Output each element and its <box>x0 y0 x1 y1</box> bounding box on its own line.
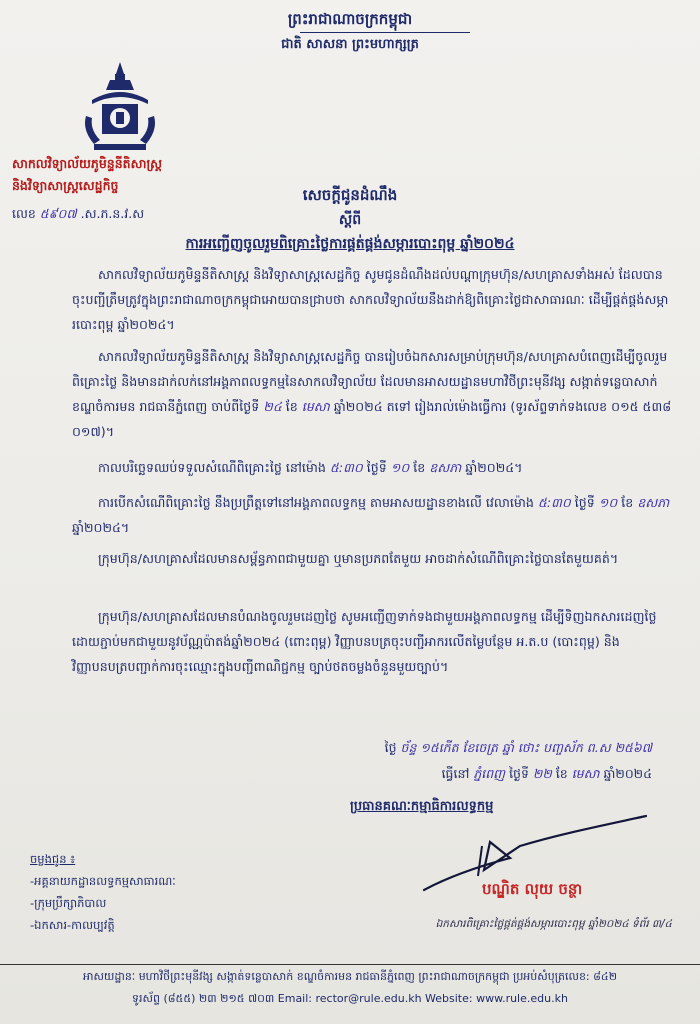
start-day: ២៤ <box>263 399 282 414</box>
footer-address: អាសយដ្ឋានៈ មហាវិថីព្រះមុនីវង្ស សង្កាត់ទន្លេបាសាក់ ខណ្ឌចំការមន រាជធានីភ្នំពេញ ព្រះរាជាណាចក្រកម្ពុជា ប្រអប់សំបុត្រលេខ: ៨៤២ <box>82 970 618 983</box>
opening-month-label: ខែ <box>621 495 634 510</box>
solar-day-label: ថ្ងៃទី <box>509 766 529 781</box>
university-name-line2: និងវិទ្យាសាស្ត្រសេដ្ឋកិច្ច <box>12 178 119 193</box>
paragraph-3 <box>72 455 672 480</box>
cc-item: -ឯកសារ-កាលប្បវត្តិ <box>30 918 115 932</box>
lunar-date-value: ច័ន្ទ ១៥កើត ខែចេត្រ ឆ្នាំ ថោះ បញ្ចស័ក ព.ស ២៥៦៧ <box>400 740 652 755</box>
deadline-month-label: ខែ <box>413 460 426 475</box>
footer-divider <box>0 964 700 965</box>
paragraph-1: សាកលវិទ្យាល័យភូមិន្ទនីតិសាស្ត្រ និងវិទ្យាសាស្ត្រសេដ្ឋកិច្ច សូមជូនដំណឹងដល់បណ្តាក្រុមហ៊ុន/សហគ្រាសទាំងអស់ ដែលបានចុះបញ្ជីត្រឹមត្រូវក្នុងព្រះរាជាណាចក្រកម្ពុជាអោយបានជ្រាបថា សាកលវិទ្យាល័យនឹងដាក់ឱ្យពិគ្រោះថ្លៃជាសាធារណៈ ដើម្បីផ្គត់ផ្គង់សម្ភារបោះពុម្ព ឆ្នាំ២០២៤។ <box>72 267 669 332</box>
paragraph-2-end: ឆ្នាំ២០២៤ តទៅ រៀងរាល់ម៉ោងធ្វើការ (ទូរស័ព្ទទាក់ទងលេខ ០១៥ ៥៣៨ ០១៧)។ <box>72 399 672 439</box>
deadline-month: ឧសភា <box>429 460 462 475</box>
opening-time: ៥:៣០ <box>537 495 571 510</box>
paragraph-5: ក្រុមហ៊ុន/សហគ្រាសដែលមានសម្ព័ន្ធភាពជាមួយគ្នា ឬមានប្រភពតែមួយ អាចដាក់សំណើពិគ្រោះថ្លៃបានតែមួយគត់។ <box>98 551 619 566</box>
notice-subject: ការអញ្ជើញចូលរួមពិគ្រោះថ្លៃការផ្គត់ផ្គង់សម្ភារបោះពុម្ព ឆ្នាំ២០២៤ <box>185 236 515 252</box>
paragraph-4 <box>72 490 672 540</box>
made-at-label: ធ្វើនៅ <box>441 766 470 781</box>
deadline-day: ១០ <box>390 460 410 475</box>
header-divider <box>300 32 470 33</box>
footer-contact: ទូរស័ព្ទ (៨៥៥) ២៣ ២១៥ ៧០៣ Email: rector@rule.edu.kh Website: www.rule.edu.kh <box>132 992 568 1005</box>
signer-name: បណ្ឌិត លុយ ចន្ថា <box>482 880 583 898</box>
solar-month: មេសា <box>571 766 600 781</box>
opening-day-label: ថ្ងៃទី <box>574 495 595 510</box>
start-month: មេសា <box>301 399 330 414</box>
made-at-place: ភ្នំពេញ <box>473 766 506 781</box>
solar-year: ឆ្នាំ២០២៤ <box>603 766 652 781</box>
opening-day: ១០ <box>598 495 618 510</box>
solar-day: ២២ <box>532 766 552 781</box>
cc-item: -អគ្គនាយកដ្ឋានលទ្ធកម្មសាធារណៈ <box>30 874 176 888</box>
reference-suffix: .ស.ភ.ន.វ.ស <box>80 206 145 221</box>
deadline-day-label: ថ្ងៃទី <box>366 460 387 475</box>
solar-month-label: ខែ <box>555 766 568 781</box>
opening-year: ឆ្នាំ២០២៤។ <box>72 520 130 535</box>
university-name: សាកលវិទ្យាល័យភូមិន្ទនីតិសាស្ត្រ <box>12 156 163 171</box>
lunar-date-line <box>385 740 652 759</box>
reference-prefix: លេខ <box>12 206 36 221</box>
month-label: ខែ <box>285 399 298 414</box>
cc-item: -ក្រុមប្រឹក្សាភិបាល <box>30 896 107 910</box>
kingdom-header: ព្រះរាជាណាចក្រកម្ពុជា <box>287 10 413 28</box>
deadline-time: ៥:៣០ <box>329 460 363 475</box>
paragraph-2-text: សាកលវិទ្យាល័យភូមិន្ទនីតិសាស្ត្រ និងវិទ្យាសាស្ត្រសេដ្ឋកិច្ច បានរៀបចំឯកសារសម្រាប់ក្រុមហ៊ុន/សហគ្រាសបំពេញដើម្បីចូលរួមពិគ្រោះថ្លៃ និងមានដាក់លក់នៅអង្គភាពលទ្ធកម្មនៃសាកលវិទ្យាល័យ ដែលមានអាសយដ្ឋានមហាវិថីព្រះមុនីវង្ស សង្កាត់ទន្លេបាសាក់ ខណ្ឌចំការមន រាជធានីភ្នំពេញ ចាប់ពីថ្ងៃទី <box>72 349 668 414</box>
university-logo-icon <box>80 60 160 152</box>
signer-title: ប្រធានគណៈកម្មាធិការលទ្ធកម្ម <box>350 799 494 814</box>
reference-value: ៥៩០៧ <box>39 206 77 221</box>
solar-date-line <box>442 766 652 785</box>
notice-title: សេចក្តីជូនដំណឹង <box>302 186 398 204</box>
cc-heading: ចម្លងជូន ៖ <box>30 852 76 866</box>
deadline-year: ឆ្នាំ២០២៤។ <box>465 460 523 475</box>
opening-month: ឧសភា <box>637 495 670 510</box>
deadline-text: កាលបរិច្ឆេទឈប់ទទួលសំណើពិគ្រោះថ្លៃ នៅម៉ោង <box>98 460 326 475</box>
lunar-date-label: ថ្ងៃ <box>384 740 397 755</box>
notice-subtitle: ស្តីពី <box>338 212 362 228</box>
opening-text: ការបើកសំណើពិគ្រោះថ្លៃ នឹងប្រព្រឹត្តទៅនៅអង្គភាពលទ្ធកម្ម តាមអាសយដ្ឋានខាងលើ វេលាម៉ោង <box>98 495 534 510</box>
paragraph-6: ក្រុមហ៊ុន/សហគ្រាសដែលមានបំណងចូលរួមដេញថ្លៃ សូមអញ្ជើញទាក់ទងជាមួយអង្គភាពលទ្ធកម្ម ដើម្បីទិញឯកសារដេញថ្លៃ ដោយភ្ជាប់មកជាមួយនូវប័ណ្ណប៉ាតង់ឆ្នាំ២០២៤ (ពោះពុម្ព) វិញ្ញាបនបត្រចុះបញ្ជីអាករលើតម្លៃបន្ថែម អ.ត.ប (បោះពុម្ព) និងវិញ្ញាបនបត្របញ្ជាក់ការចុះឈ្មោះក្នុងបញ្ជីពាណិជ្ជកម្ម ច្បាប់ថតចម្លងចំនួនមួយច្បាប់។ <box>72 609 657 674</box>
paragraph-2 <box>72 344 672 444</box>
national-motto: ជាតិ សាសនា ព្រះមហាក្សត្រ <box>281 37 419 52</box>
page-footnote: ឯកសារពិគ្រោះថ្លៃផ្គត់ផ្គង់សម្ភារបោះពុម្ព ឆ្នាំ២០២៤ ទំព័រ ៣/៤ <box>435 918 672 930</box>
